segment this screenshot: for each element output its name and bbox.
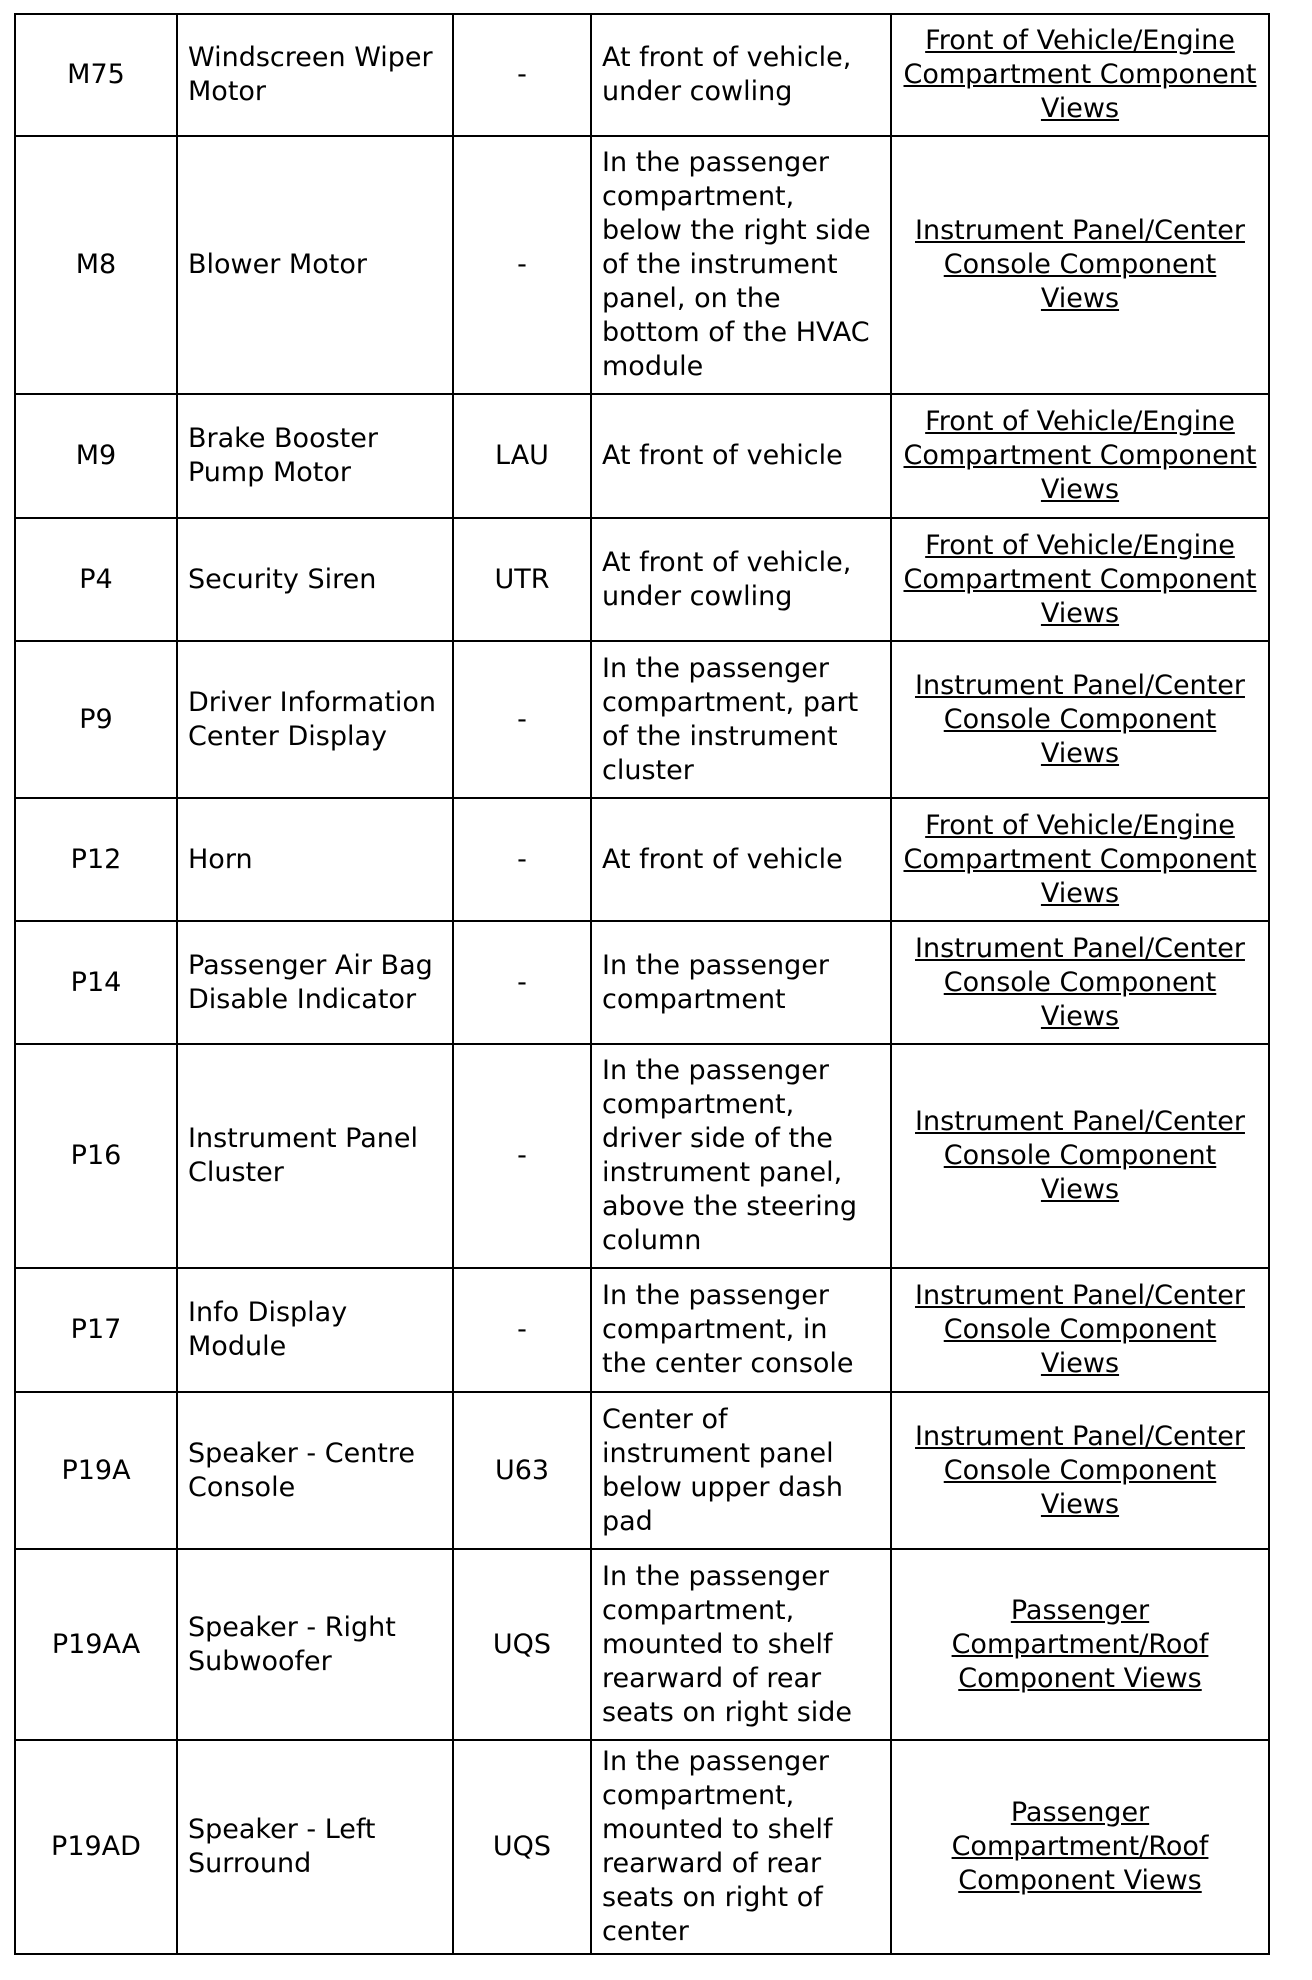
component-name: Instrument Panel Cluster <box>177 1044 453 1268</box>
location-description: At front of vehicle, under cowling <box>591 518 891 641</box>
table-row <box>15 14 1269 136</box>
component-view-link[interactable]: Instrument Panel/Center Console Component Views <box>915 1420 1245 1520</box>
component-view-cell[interactable] <box>891 518 1269 641</box>
component-id: P19AD <box>15 1740 177 1954</box>
component-view-link[interactable]: Front of Vehicle/Engine Compartment Component Views <box>903 809 1257 909</box>
component-id: P12 <box>15 798 177 921</box>
component-name: Speaker - Centre Console <box>177 1392 453 1549</box>
component-id: P16 <box>15 1044 177 1268</box>
component-name: Brake Booster Pump Motor <box>177 394 453 518</box>
option-code: - <box>453 641 591 798</box>
component-id: M8 <box>15 136 177 394</box>
option-code: - <box>453 136 591 394</box>
location-description: In the passenger compartment, in the center console <box>591 1268 891 1392</box>
option-code: - <box>453 1268 591 1392</box>
component-id: P17 <box>15 1268 177 1392</box>
option-code: U63 <box>453 1392 591 1549</box>
component-view-link[interactable]: Instrument Panel/Center Console Component Views <box>915 215 1245 314</box>
table-row <box>15 798 1269 921</box>
component-view-cell[interactable] <box>891 921 1269 1044</box>
component-view-cell[interactable] <box>891 641 1269 798</box>
component-name: Windscreen Wiper Motor <box>177 14 453 136</box>
component-name: Passenger Air Bag Disable Indicator <box>177 921 453 1044</box>
option-code: UQS <box>453 1740 591 1954</box>
component-view-cell[interactable] <box>891 14 1269 136</box>
table-row <box>15 394 1269 518</box>
table-row <box>15 641 1269 798</box>
component-view-link[interactable]: Instrument Panel/Center Console Component Views <box>915 1280 1245 1379</box>
component-view-link[interactable]: Passenger Compartment/Roof Component Views <box>951 1797 1209 1896</box>
component-view-cell[interactable] <box>891 1044 1269 1268</box>
table-row <box>15 518 1269 641</box>
component-id: P9 <box>15 641 177 798</box>
component-name: Horn <box>177 798 453 921</box>
component-name: Info Display Module <box>177 1268 453 1392</box>
option-code: - <box>453 921 591 1044</box>
component-name: Speaker - Left Surround <box>177 1740 453 1954</box>
component-view-cell[interactable] <box>891 1549 1269 1740</box>
location-description: In the passenger compartment, below the right side of the instrument panel, on the bottom of the HVAC module <box>591 136 891 394</box>
component-name: Speaker - Right Subwoofer <box>177 1549 453 1740</box>
component-view-cell[interactable] <box>891 1268 1269 1392</box>
component-id: P14 <box>15 921 177 1044</box>
component-view-link[interactable]: Front of Vehicle/Engine Compartment Component Views <box>903 25 1257 124</box>
component-locator-table <box>14 13 1270 1955</box>
table-row <box>15 1392 1269 1549</box>
option-code: UQS <box>453 1549 591 1740</box>
location-description: In the passenger compartment, mounted to shelf rearward of rear seats on right side <box>591 1549 891 1740</box>
option-code: - <box>453 14 591 136</box>
component-view-link[interactable]: Front of Vehicle/Engine Compartment Component Views <box>903 406 1257 505</box>
component-view-link[interactable]: Passenger Compartment/Roof Component Views <box>951 1594 1209 1694</box>
component-view-cell[interactable] <box>891 1392 1269 1549</box>
component-id: M9 <box>15 394 177 518</box>
option-code: UTR <box>453 518 591 641</box>
component-id: M75 <box>15 14 177 136</box>
table-row <box>15 1740 1269 1954</box>
table-row <box>15 1044 1269 1268</box>
component-view-link[interactable]: Instrument Panel/Center Console Component Views <box>915 1106 1245 1205</box>
location-description: In the passenger compartment <box>591 921 891 1044</box>
component-view-link[interactable]: Instrument Panel/Center Console Component Views <box>915 669 1245 769</box>
table-row <box>15 1549 1269 1740</box>
location-description: At front of vehicle <box>591 798 891 921</box>
component-id: P19AA <box>15 1549 177 1740</box>
component-view-link[interactable]: Instrument Panel/Center Console Component Views <box>915 932 1245 1032</box>
component-view-cell[interactable] <box>891 798 1269 921</box>
location-description: In the passenger compartment, driver side of the instrument panel, above the steering column <box>591 1044 891 1268</box>
location-description: Center of instrument panel below upper dash pad <box>591 1392 891 1549</box>
location-description: In the passenger compartment, part of the instrument cluster <box>591 641 891 798</box>
table-row <box>15 921 1269 1044</box>
component-view-cell[interactable] <box>891 136 1269 394</box>
location-description: In the passenger compartment, mounted to shelf rearward of rear seats on right of center <box>591 1740 891 1954</box>
option-code: LAU <box>453 394 591 518</box>
component-name: Security Siren <box>177 518 453 641</box>
table-row <box>15 1268 1269 1392</box>
component-name: Blower Motor <box>177 136 453 394</box>
table-row <box>15 136 1269 394</box>
component-name: Driver Information Center Display <box>177 641 453 798</box>
component-id: P4 <box>15 518 177 641</box>
location-description: At front of vehicle, under cowling <box>591 14 891 136</box>
component-view-cell[interactable] <box>891 394 1269 518</box>
component-id: P19A <box>15 1392 177 1549</box>
location-description: At front of vehicle <box>591 394 891 518</box>
component-view-cell[interactable] <box>891 1740 1269 1954</box>
component-view-link[interactable]: Front of Vehicle/Engine Compartment Component Views <box>903 529 1257 629</box>
option-code: - <box>453 798 591 921</box>
option-code: - <box>453 1044 591 1268</box>
